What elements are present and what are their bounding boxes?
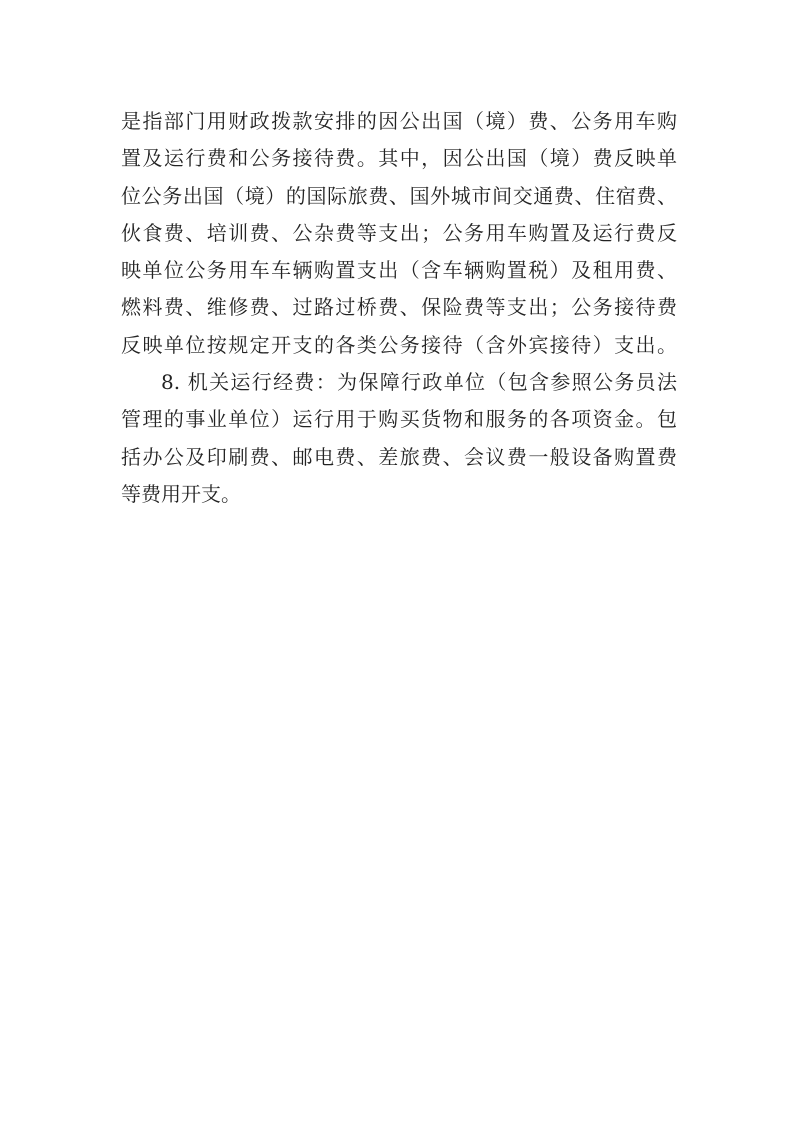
text-line: 是指部门用财政拨款安排的因公出国（境）费、公务用车购 [121,109,677,133]
text-line: 位公务出国（境）的国际旅费、国外城市间交通费、住宿费、 [121,183,677,208]
text-line: 等费用开支。 [121,481,241,506]
body-text [121,103,677,513]
text-line: 括办公及印刷费、邮电费、差旅费、会议费一般设备购置费 [121,444,677,469]
text-line: 8. 机关运行经费：为保障行政单位（包含参照公务员法 [161,370,677,395]
text-line: 置及运行费和公务接待费。其中，因公出国（境）费反映单 [121,146,677,171]
paragraph-2 [121,364,677,513]
text-line: 伙食费、培训费、公杂费等支出；公务用车购置及运行费反 [121,220,677,245]
paragraph-1 [121,103,677,364]
text-line: 反映单位按规定开支的各类公务接待（含外宾接待）支出。 [121,332,677,357]
text-line: 管理的事业单位）运行用于购买货物和服务的各项资金。包 [121,407,677,432]
text-line: 映单位公务用车车辆购置支出（含车辆购置税）及租用费、 [121,258,677,283]
text-line: 燃料费、维修费、过路过桥费、保险费等支出；公务接待费 [121,295,677,320]
